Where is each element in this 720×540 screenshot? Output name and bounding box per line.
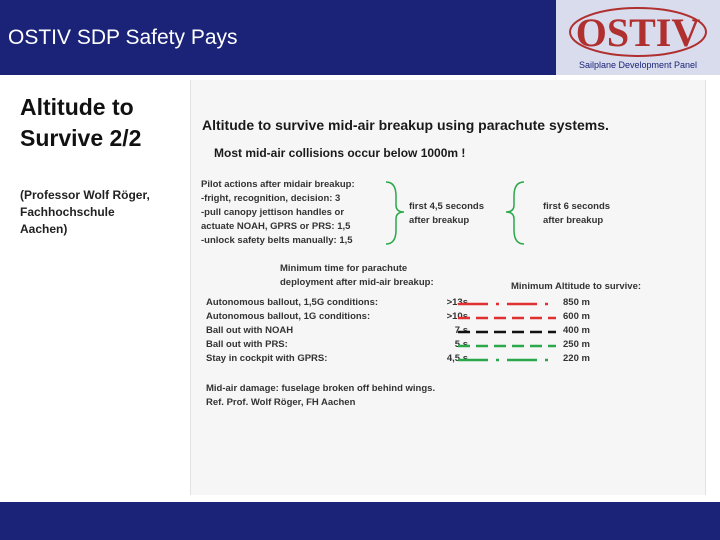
bracket-right-1 [386, 182, 404, 244]
table-row [206, 325, 606, 339]
logo-text: OSTIV [575, 10, 701, 55]
first-45-seconds-label [409, 200, 484, 228]
row-condition: Autonomous ballout, 1G conditions: [206, 311, 371, 322]
author-line: Fachhochschule [20, 205, 115, 219]
content-subheading: Most mid-air collisions occur below 1000m ! [214, 146, 466, 160]
header-title: OSTIV SDP Safety Pays [8, 26, 238, 49]
pilot-action-line: actuate NOAH, GPRS or PRS: 1,5 [201, 221, 351, 232]
label-line: deployment after mid-air breakup: [280, 277, 434, 288]
row-legend-line [456, 311, 558, 323]
label-line: after breakup [409, 215, 470, 226]
ostiv-logo-icon [562, 2, 714, 60]
row-time: >13s [446, 297, 468, 308]
table-row [206, 297, 606, 311]
damage-line: Mid-air damage: fuselage broken off behind wings. [206, 383, 436, 394]
label-line: first 6 seconds [543, 201, 611, 212]
pilot-action-line: -unlock safety belts manually: 1,5 [201, 235, 353, 246]
min-altitude-heading: Minimum Altitude to survive: [511, 281, 642, 292]
row-altitude: 250 m [563, 339, 590, 350]
row-time: 5 s [454, 339, 468, 350]
row-condition: Autonomous ballout, 1,5G conditions: [206, 297, 379, 308]
slide-title-line: Altitude to [20, 94, 134, 120]
table-row [206, 353, 606, 367]
label-line: first 4,5 seconds [409, 201, 484, 212]
row-condition: Stay in cockpit with GPRS: [206, 353, 328, 364]
table-row [206, 339, 606, 353]
slide-title [20, 92, 141, 154]
first-6-seconds-label [543, 200, 610, 228]
ostiv-logo [556, 0, 720, 75]
reference-line: Ref. Prof. Wolf Röger, FH Aachen [206, 397, 356, 408]
row-altitude: 220 m [563, 353, 590, 364]
row-condition: Ball out with NOAH [206, 325, 294, 336]
row-altitude: 600 m [563, 311, 590, 322]
survival-table [206, 297, 606, 367]
row-legend-line [456, 339, 558, 351]
label-line: Minimum time for parachute [280, 263, 408, 274]
logo-subtitle: Sailplane Development Panel [578, 60, 698, 70]
content-heading: Altitude to survive mid-air breakup using parachute systems. [202, 117, 609, 133]
row-condition: Ball out with PRS: [206, 339, 288, 350]
row-altitude: 850 m [563, 297, 590, 308]
row-time: 4,5 s [446, 353, 468, 364]
slide-title-line: Survive 2/2 [20, 125, 142, 151]
footer-bar [0, 502, 720, 540]
pilot-action-line: -fright, recognition, decision: 3 [201, 193, 341, 204]
row-legend-line [456, 297, 558, 309]
header-bar [0, 0, 720, 75]
row-legend-line [456, 353, 558, 365]
row-legend-line [456, 325, 558, 337]
damage-note [206, 382, 435, 410]
author-line: Aachen) [20, 222, 68, 236]
row-time: >10s [446, 311, 468, 322]
min-time-heading [280, 262, 434, 290]
row-time: 7 s [454, 325, 468, 336]
label-line: after breakup [543, 215, 604, 226]
pilot-action-line: Pilot actions after midair breakup: [201, 179, 355, 190]
pilot-actions-block [201, 178, 355, 248]
bracket-left-2 [506, 182, 524, 244]
pilot-action-line: -pull canopy jettison handles or [201, 207, 345, 218]
table-row [206, 311, 606, 325]
row-altitude: 400 m [563, 325, 590, 336]
author-credit [20, 187, 150, 238]
author-line: (Professor Wolf Röger, [20, 188, 150, 202]
